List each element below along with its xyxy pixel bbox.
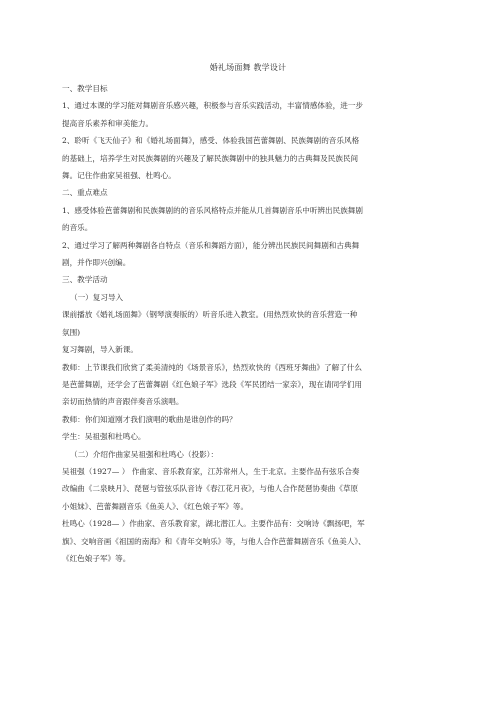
paragraph-line: 2、通过学习了解两种舞剧各自特点（音乐和舞蹈方面），能分辨出民族民间舞剧和古典舞 — [62, 240, 360, 250]
paragraph-line: 旗》、交响音画《祖国的南海》和《青年交响乐》等，与他人合作芭蕾舞剧音乐《鱼美人》、 — [62, 536, 366, 546]
paragraph-line: 1、感受体验芭蕾舞剧和民族舞剧的的音乐风格特点并能从几首舞剧音乐中听辨出民族舞剧 — [62, 205, 363, 215]
paragraph-line: 吴祖强（1927— ） 作曲家、音乐教育家，江苏常州人，生于北京。主要作品有弦乐合奏 — [62, 466, 360, 476]
document-title: 婚礼场面舞 教学设计 — [209, 63, 287, 72]
paragraph-line: 教师：上节课我们欣赏了柔美清纯的《场景音乐》，热烈欢快的《西班牙舞曲》了解了什么 — [62, 362, 362, 372]
paragraph-line: 小姐妹》、芭蕾舞剧音乐《鱼美人》、《红色娘子军》等。 — [62, 501, 249, 511]
paragraph-line: 1、通过本课的学习能对舞剧音乐感兴趣，积极参与音乐实践活动，丰富情感体验，进一步 — [62, 101, 363, 111]
paragraph-line: 《红色娘子军》等。 — [62, 553, 131, 563]
paragraph-line: 的音乐。 — [62, 223, 93, 233]
section-heading: 二、重点难点 — [62, 188, 108, 198]
paragraph-line: 的基础上，培养学生对民族舞剧的兴趣及了解民族舞剧中的独具魅力的古典舞及民族民间 — [62, 153, 359, 163]
subsection-heading: （二）介绍作曲家吴祖强和杜鸣心（投影）： — [70, 449, 219, 459]
paragraph-line: 改编曲《二泉映月》、琵琶与管弦乐队音诗《春江花月夜》，与他人合作琵琶协奏曲《草原 — [62, 484, 359, 494]
section-heading: 三、教学活动 — [62, 275, 108, 285]
paragraph-line: 复习舞剧，导入新课。 — [62, 345, 138, 355]
paragraph-line: 是芭蕾舞剧，还学会了芭蕾舞剧《红色娘子军》选段《军民团结一家亲》，现在请同学们用 — [62, 379, 362, 389]
subsection-heading: （一）复习导入 — [70, 292, 124, 302]
section-heading: 一、教学目标 — [62, 84, 108, 93]
paragraph-line: 2、聆听《飞天仙子》和《婚礼场面舞》，感受、体验我国芭蕾舞剧、民族舞剧的音乐风格 — [62, 136, 360, 146]
document-body — [62, 80, 434, 567]
paragraph-line: 课前播放《婚礼场面舞》（钢琴演奏版的）听音乐进入教室。(用热烈欢快的音乐营造一种 — [62, 310, 358, 320]
paragraph-line: 亲切而热情的声音跟伴奏音乐演唱。 — [62, 397, 184, 407]
paragraph-line: 氛围) — [62, 327, 81, 337]
paragraph-line: 学生：吴祖强和杜鸣心。 — [62, 432, 146, 442]
paragraph-line: 提高音乐素养和审美能力。 — [62, 118, 154, 128]
paragraph-line: 舞。记住作曲家吴祖强、杜鸣心。 — [62, 171, 176, 181]
paragraph-line: 教师：你们知道刚才我们演唱的歌曲是谁创作的吗？ — [62, 414, 237, 424]
paragraph-line: 剧，并作即兴创编。 — [62, 258, 131, 268]
paragraph-line: 杜鸣心（1928— ）作曲家、音乐教育家，湖北潜江人。主要作品有：交响诗《飘扬吧，军 — [62, 519, 365, 529]
